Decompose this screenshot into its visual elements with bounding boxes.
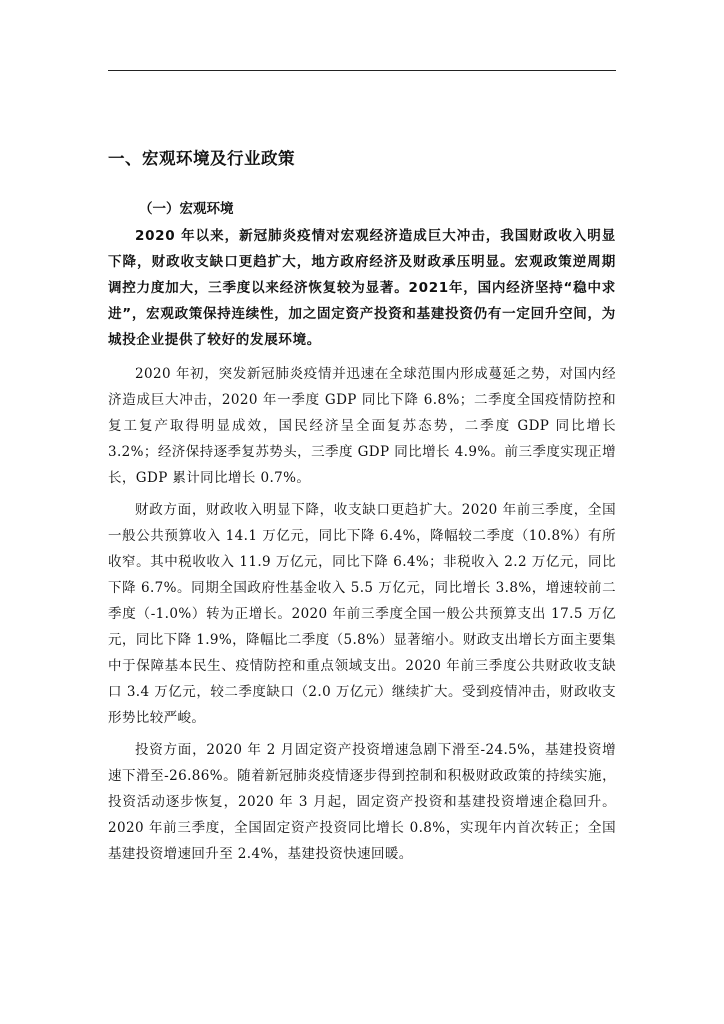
document-body: [108, 146, 616, 873]
investment-paragraph: 投资方面，2020 年 2 月固定资产投资增速急剧下滑至-24.5%，基建投资增速下滑至-26.86%。随着新冠肺炎疫情逐步得到控制和积极财政政策的持续实施，投资活动逐步恢复，2020 年 3 月起，固定资产投资和基建投资增速企稳回升。2020 年前三季度，全国固定资产投资同比增长 0.8%，实现年内首次转正；全国基建投资增速回升至 2.4%，基建投资快速回暖。: [108, 742, 616, 862]
gdp-paragraph: 2020 年初，突发新冠肺炎疫情并迅速在全球范围内形成蔓延之势，对国内经济造成巨大冲击，2020 年一季度 GDP 同比下降 6.8%；二季度全国疫情防控和复工复产取得明显成效，国民经济呈全面复苏态势，二季度 GDP 同比增长 3.2%；经济保持逐季复苏势头，三季度 GDP 同比增长 4.9%。前三季度实现正增长，GDP 累计同比增长 0.7%。: [108, 366, 616, 486]
section-heading: 一、宏观环境及行业政策: [108, 149, 295, 168]
header-rule: [108, 70, 616, 71]
subsection-heading: （一）宏观环境: [139, 201, 234, 217]
fiscal-paragraph: 财政方面，财政收入明显下降，收支缺口更趋扩大。2020 年前三季度，全国一般公共预算收入 14.1 万亿元，同比下降 6.4%，降幅较二季度（10.8%）有所收窄。其中税收收入 11.9 万亿元，同比下降 6.4%；非税收入 2.2 万亿元，同比下降 6.7%。同期全国政府性基金收入 5.5 万亿元，同比增长 3.8%，增速较前二季度（-1.0%）转为正增长。2020 年前三季度全国一般公共预算支出 17.5 万亿元，同比下降 1.9%，降幅比二季度（5.8%）显著缩小。财政支出增长方面主要集中于保障基本民生、疫情防控和重点领域支出。2020 年前三季度公共财政收支缺口 3.4 万亿元，较二季度缺口（2.0 万亿元）继续扩大。受到疫情冲击，财政收支形势比较严峻。: [108, 502, 616, 726]
summary-paragraph: 2020 年以来，新冠肺炎疫情对宏观经济造成巨大冲击，我国财政收入明显下降，财政收支缺口更趋扩大，地方政府经济及财政承压明显。宏观政策逆周期调控力度加大，三季度以来经济恢复较为显著。2021年，国内经济坚持“稳中求进”，宏观政策保持连续性，加之固定资产投资和基建投资仍有一定回升空间，为城投企业提供了较好的发展环境。: [108, 228, 616, 348]
